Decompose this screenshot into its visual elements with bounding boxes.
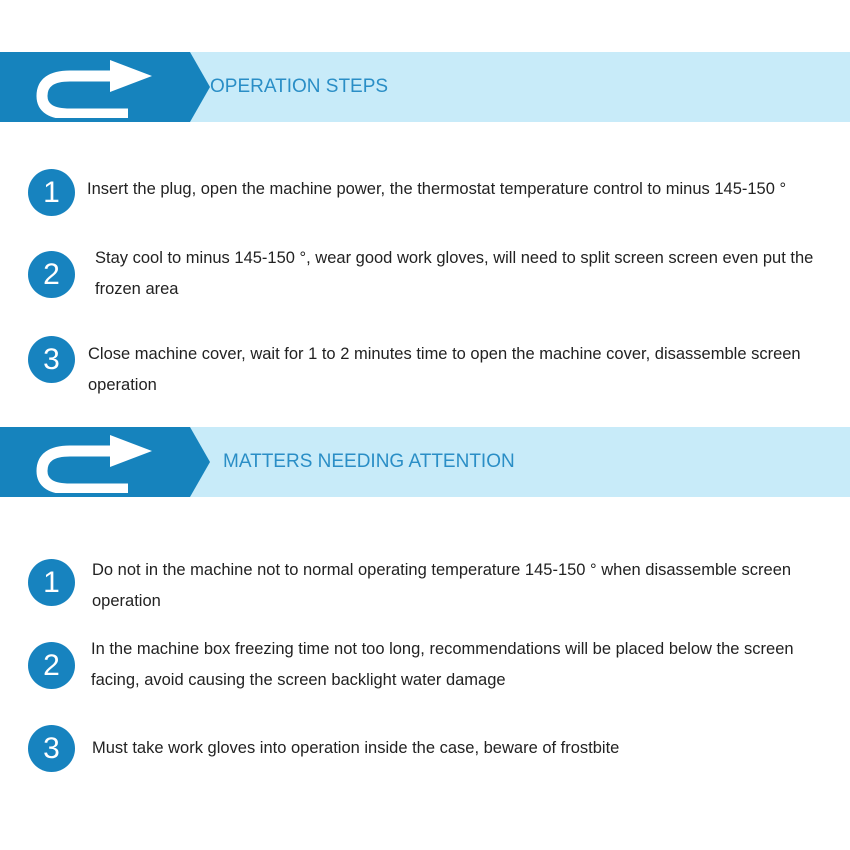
step-text: Insert the plug, open the machine power, the thermostat temperature control to minus 145-150 ° bbox=[87, 180, 787, 198]
header-icon-block bbox=[0, 427, 210, 497]
step-number-badge: 3 bbox=[29, 337, 74, 382]
return-arrow-icon bbox=[30, 58, 160, 118]
section-title: MATTERS NEEDING ATTENTION bbox=[223, 451, 515, 472]
section-header-operation-steps bbox=[0, 52, 850, 122]
step-number-badge: 2 bbox=[29, 643, 74, 688]
section-header-matters-needing-attention bbox=[0, 427, 850, 497]
step-number-badge: 1 bbox=[29, 170, 74, 215]
step-number-badge: 1 bbox=[29, 560, 74, 605]
step-text: In the machine box freezing time not too long, recommendations will be placed below the screen facing, avoid causing the screen backlight water damage bbox=[91, 640, 794, 689]
step-text: Close machine cover, wait for 1 to 2 minutes time to open the machine cover, disassemble screen operation bbox=[88, 345, 801, 394]
step-number-badge: 2 bbox=[29, 252, 74, 297]
step-number-badge: 3 bbox=[29, 726, 74, 771]
return-arrow-icon bbox=[30, 433, 160, 493]
header-icon-block bbox=[0, 52, 210, 122]
step-text: Must take work gloves into operation inside the case, beware of frostbite bbox=[92, 739, 620, 757]
step-text: Do not in the machine not to normal operating temperature 145-150 ° when disassemble screen operation bbox=[92, 561, 792, 610]
section-title: OPERATION STEPS bbox=[210, 76, 389, 97]
step-text: Stay cool to minus 145-150 °, wear good work gloves, will need to split screen screen even put the frozen area bbox=[95, 249, 814, 298]
